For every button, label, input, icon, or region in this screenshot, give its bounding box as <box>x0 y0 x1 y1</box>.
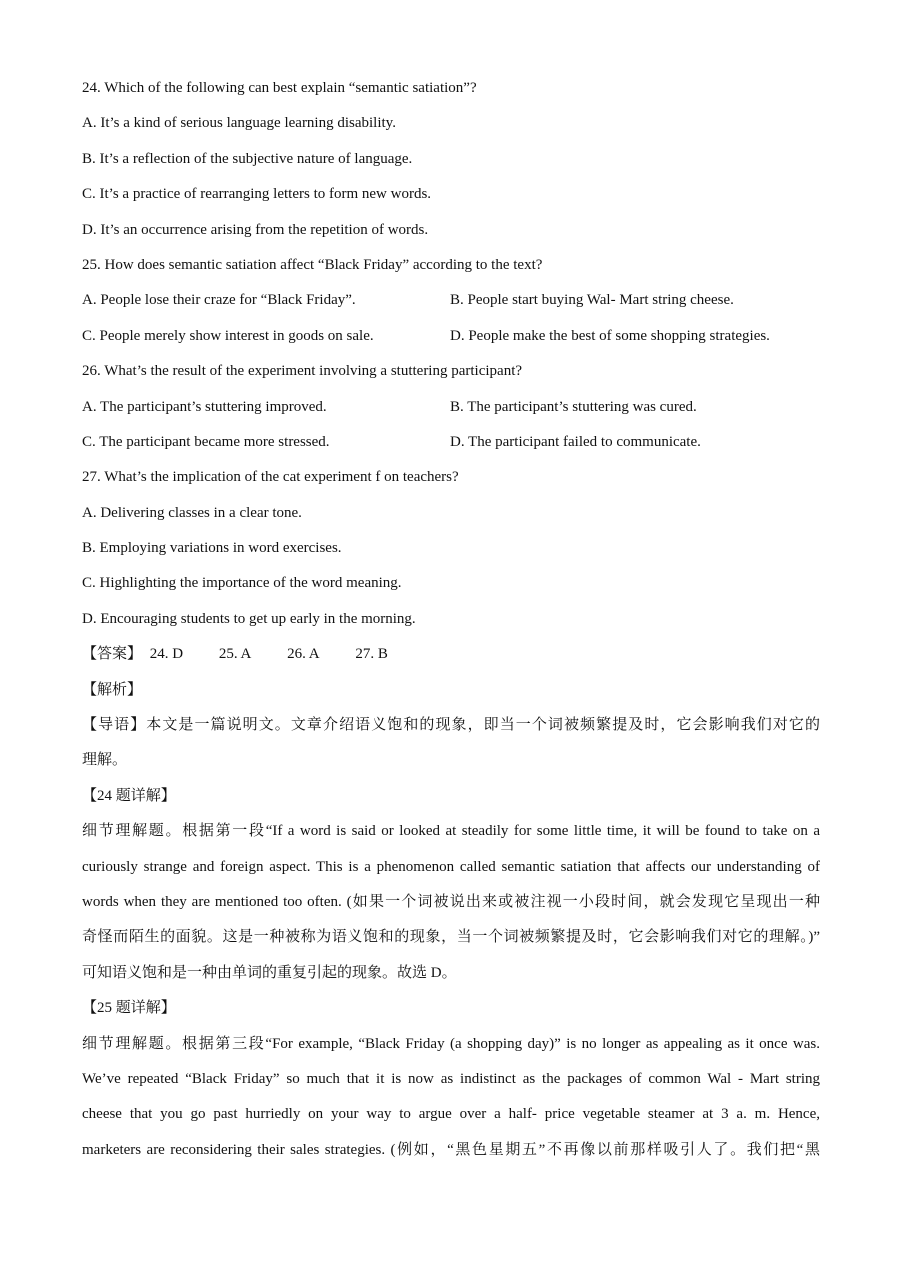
option-26-b: B. The participant’s stuttering was cured. <box>450 398 697 415</box>
option-26-c: C. The participant became more stressed. <box>82 433 330 450</box>
answer-label: 【答案】 <box>82 646 143 663</box>
answer-27: 27. B <box>355 646 388 663</box>
question-24: 24. Which of the following can best explain “semantic satiation”? <box>82 80 477 96</box>
options-25-row-2 <box>82 325 820 360</box>
option-25-b: B. People start buying Wal- Mart string cheese. <box>450 292 734 309</box>
options-26-row-1 <box>82 396 820 431</box>
intro-line-1: 【导语】本文是一篇说明文。文章介绍语义饱和的现象，即当一个词被频繁提及时，它会影响我们对它的 <box>82 717 820 734</box>
question-25: 25. How does semantic satiation affect “Black Friday” according to the text? <box>82 256 543 273</box>
answer-key <box>82 643 820 678</box>
option-25-a: A. People lose their craze for “Black Friday”. <box>82 292 356 309</box>
option-27-c: C. Highlighting the importance of the word meaning. <box>82 575 402 592</box>
detail-24-line-2: curiously strange and foreign aspect. This is a phenomenon called semantic satiation that affects our understanding of <box>82 858 820 875</box>
option-25-d: D. People make the best of some shopping strategies. <box>450 327 770 344</box>
detail-25-line-4: marketers are reconsidering their sales strategies. (例如，“黑色星期五”不再像以前那样吸引人了。我们把“黑 <box>82 1141 820 1158</box>
option-27-d: D. Encouraging students to get up early in the morning. <box>82 610 416 627</box>
option-24-b: B. It’s a reflection of the subjective nature of language. <box>82 150 413 167</box>
option-26-d: D. The participant failed to communicate. <box>450 433 701 450</box>
document-page <box>82 77 820 1174</box>
question-26: 26. What’s the result of the experiment involving a stuttering participant? <box>82 363 523 380</box>
detail-25-line-1: 细节理解题。根据第三段“For example, “Black Friday (a shopping day)” is no longer as appealing as it once was. <box>82 1035 820 1052</box>
detail-25-heading: 【25 题详解】 <box>82 1000 176 1017</box>
detail-24-line-4: 奇怪而陌生的面貌。这是一种被称为语义饱和的现象，当一个词被频繁提及时，它会影响我们对它的理解。)” <box>82 929 820 946</box>
option-24-d: D. It’s an occurrence arising from the repetition of words. <box>82 221 429 238</box>
option-24-a: A. It’s a kind of serious language learning disability. <box>82 115 396 132</box>
detail-24-heading: 【24 题详解】 <box>82 787 176 804</box>
detail-24-line-1: 细节理解题。根据第一段“If a word is said or looked at steadily for some little time, it will be found to take on a <box>82 823 820 840</box>
options-26-row-2 <box>82 431 820 466</box>
answer-25: 25. A <box>218 646 252 663</box>
answer-24: 24. D <box>149 646 184 663</box>
intro-line-2: 理解。 <box>82 752 128 769</box>
options-25-row-1 <box>82 289 820 324</box>
detail-24-line-3: words when they are mentioned too often. (如果一个词被说出来或被注视一小段时间，就会发现它呈现出一种 <box>82 893 820 910</box>
answer-26: 26. A <box>287 646 320 663</box>
option-27-a: A. Delivering classes in a clear tone. <box>82 504 302 521</box>
option-27-b: B. Employing variations in word exercises. <box>82 540 342 557</box>
detail-24-line-5: 可知语义饱和是一种由单词的重复引起的现象。故选 D。 <box>82 964 457 981</box>
question-27: 27. What’s the implication of the cat experiment f on teachers? <box>82 469 459 486</box>
option-26-a: A. The participant’s stuttering improved. <box>82 398 327 415</box>
detail-25-line-2: We’ve repeated “Black Friday” so much that it is now as indistinct as the packages of common Wal - Mart string <box>82 1070 820 1087</box>
option-25-c: C. People merely show interest in goods on sale. <box>82 327 374 344</box>
option-24-c: C. It’s a practice of rearranging letters to form new words. <box>82 186 432 203</box>
analysis-label: 【解析】 <box>82 681 143 698</box>
detail-25-line-3: cheese that you go past hurriedly on your way to argue over a half- price vegetable steamer at 3 a. m. Hence, <box>82 1106 820 1123</box>
